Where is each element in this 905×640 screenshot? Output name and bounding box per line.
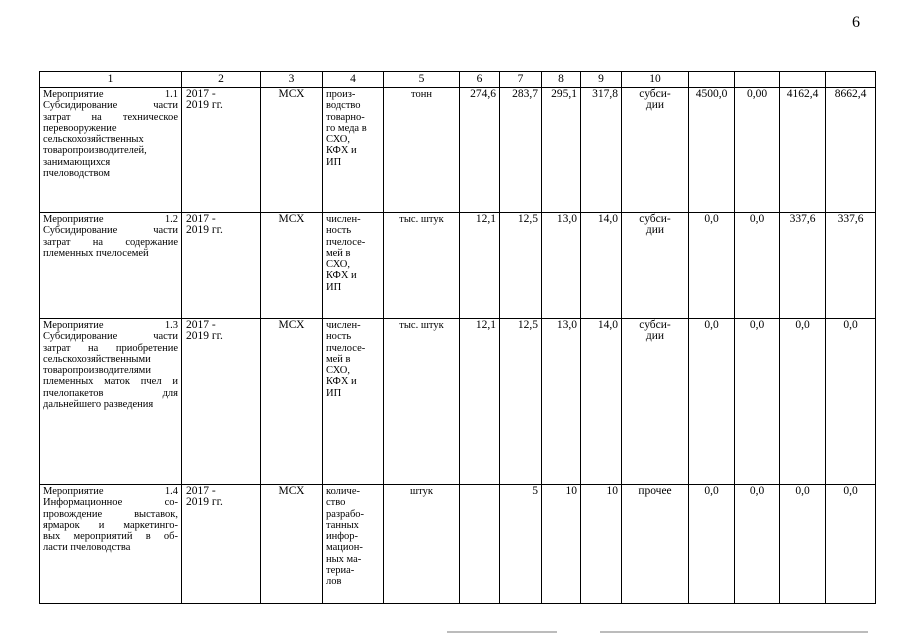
period-cell xyxy=(182,213,261,319)
header-cell: 9 xyxy=(581,72,622,88)
text-line: 2019 гг. xyxy=(186,330,223,343)
executor-cell: МСХ xyxy=(261,319,323,485)
source-cell xyxy=(622,319,689,485)
value-cell: 10 xyxy=(542,485,581,604)
funding-cell: 0,0 xyxy=(735,319,780,485)
text-line: мацион- xyxy=(326,542,363,554)
text-line: Информационное со- xyxy=(43,497,178,509)
header-cell: 8 xyxy=(542,72,581,88)
text-line: ность xyxy=(326,225,352,237)
text-line: затрат на приобретение xyxy=(43,342,178,354)
value-cell: 317,8 xyxy=(581,88,622,213)
text-line: ность xyxy=(326,331,352,343)
text-line: пчелопакетов для xyxy=(43,387,178,399)
value-cell xyxy=(460,485,500,604)
funding-cell: 0,0 xyxy=(826,485,876,604)
text-line: 2019 гг. xyxy=(186,496,223,509)
value-cell: 295,1 xyxy=(542,88,581,213)
text-line: занимающихся xyxy=(43,156,111,168)
text-line: товаропроизводителей, xyxy=(43,145,147,157)
text-line: КФХ и xyxy=(326,376,357,388)
text-line: вых мероприятий в об- xyxy=(43,531,178,543)
text-line: Мероприятие 1.1 xyxy=(43,89,178,100)
text-line: ИП xyxy=(326,156,342,168)
table-row xyxy=(40,485,876,604)
funding-cell: 0,0 xyxy=(780,485,826,604)
text-line: СХО, xyxy=(326,365,350,377)
text-line: инфор- xyxy=(326,531,359,543)
period-cell xyxy=(182,485,261,604)
text-line: числен- xyxy=(326,214,361,225)
funding-cell: 8662,4 xyxy=(826,88,876,213)
executor-cell: МСХ xyxy=(261,88,323,213)
measures-table xyxy=(39,71,876,604)
header-cell: 10 xyxy=(622,72,689,88)
text-line: 2017 - xyxy=(186,213,216,225)
measure-cell xyxy=(40,319,182,485)
value-cell: 10 xyxy=(581,485,622,604)
text-line: товарно- xyxy=(326,111,365,123)
header-cell xyxy=(826,72,876,88)
text-line: племенных пчелосемей xyxy=(43,247,149,259)
text-line: Мероприятие 1.3 xyxy=(43,320,178,331)
table-row xyxy=(40,213,876,319)
funding-cell: 0,0 xyxy=(689,319,735,485)
period-cell xyxy=(182,88,261,213)
text-line: Субсидирование части xyxy=(43,331,178,343)
text-line: водство xyxy=(326,100,361,112)
text-line: Мероприятие 1.2 xyxy=(43,214,178,225)
text-line: го меда в xyxy=(326,122,367,134)
value-cell: 13,0 xyxy=(542,213,581,319)
indicator-cell xyxy=(323,485,384,604)
text-line: субси- xyxy=(639,213,671,225)
text-line: 2017 - xyxy=(186,485,216,497)
text-line: ИП xyxy=(326,387,342,399)
scan-artifact xyxy=(447,631,557,633)
header-cell: 6 xyxy=(460,72,500,88)
header-cell: 3 xyxy=(261,72,323,88)
measure-cell xyxy=(40,88,182,213)
unit-cell: тыс. штук xyxy=(384,319,460,485)
executor-cell: МСХ xyxy=(261,485,323,604)
header-cell: 7 xyxy=(500,72,542,88)
text-line: пчеловодством xyxy=(43,168,111,180)
text-line: мей в xyxy=(326,353,351,365)
text-line: количе- xyxy=(326,486,360,497)
table-row xyxy=(40,88,876,213)
scan-artifact xyxy=(600,631,868,633)
funding-cell: 4162,4 xyxy=(780,88,826,213)
text-line: дии xyxy=(645,330,665,343)
text-line: племенных маток пчел и xyxy=(43,376,178,388)
text-line: 2017 - xyxy=(186,319,216,331)
period-cell xyxy=(182,319,261,485)
unit-cell: тыс. штук xyxy=(384,213,460,319)
funding-cell: 0,0 xyxy=(826,319,876,485)
funding-cell: 0,0 xyxy=(689,485,735,604)
header-cell xyxy=(735,72,780,88)
source-cell xyxy=(622,485,689,604)
header-row xyxy=(40,72,876,88)
indicator-cell xyxy=(323,88,384,213)
text-line: произ- xyxy=(326,89,356,100)
header-cell: 1 xyxy=(40,72,182,88)
executor-cell: МСХ xyxy=(261,213,323,319)
header-cell: 4 xyxy=(323,72,384,88)
text-line: сельскохозяйственных xyxy=(43,134,144,146)
text-line: пчелосе- xyxy=(326,342,366,354)
header-cell xyxy=(780,72,826,88)
value-cell: 5 xyxy=(500,485,542,604)
text-line: субси- xyxy=(639,319,671,331)
text-line: мей в xyxy=(326,247,351,259)
text-line: Мероприятие 1.4 xyxy=(43,486,178,497)
funding-cell: 0,0 xyxy=(735,485,780,604)
funding-cell: 0,0 xyxy=(735,213,780,319)
value-cell: 12,1 xyxy=(460,319,500,485)
text-line: СХО, xyxy=(326,134,350,146)
value-cell: 283,7 xyxy=(500,88,542,213)
source-cell xyxy=(622,88,689,213)
value-cell: 14,0 xyxy=(581,319,622,485)
header-cell: 2 xyxy=(182,72,261,88)
text-line: числен- xyxy=(326,320,361,331)
funding-cell: 0,0 xyxy=(689,213,735,319)
value-cell: 12,1 xyxy=(460,213,500,319)
value-cell: 274,6 xyxy=(460,88,500,213)
value-cell: 12,5 xyxy=(500,319,542,485)
text-line: 2017 - xyxy=(186,88,216,100)
funding-cell: 0,00 xyxy=(735,88,780,213)
text-line: прочее xyxy=(638,485,672,497)
text-line: КФХ и xyxy=(326,270,357,282)
funding-cell: 337,6 xyxy=(780,213,826,319)
text-line: ство xyxy=(326,497,346,509)
text-line: 2019 гг. xyxy=(186,99,223,112)
text-line: затрат на содержание xyxy=(43,236,178,248)
text-line: териа- xyxy=(326,565,355,577)
text-line: Субсидирование части xyxy=(43,225,178,237)
text-line: ИП xyxy=(326,281,342,293)
text-line: разрабо- xyxy=(326,508,365,520)
text-line: дальнейшего разведения xyxy=(43,399,154,411)
text-line: субси- xyxy=(639,88,671,100)
unit-cell: тонн xyxy=(384,88,460,213)
text-line: сельскохозяйственными xyxy=(43,353,151,365)
value-cell: 13,0 xyxy=(542,319,581,485)
header-cell xyxy=(689,72,735,88)
table-row xyxy=(40,319,876,485)
text-line: провождение выставок, xyxy=(43,508,178,520)
indicator-cell xyxy=(323,319,384,485)
unit-cell: штук xyxy=(384,485,460,604)
measure-cell xyxy=(40,485,182,604)
text-line: пчелосе- xyxy=(326,236,366,248)
header-cell: 5 xyxy=(384,72,460,88)
source-cell xyxy=(622,213,689,319)
text-line: ласти пчеловодства xyxy=(43,542,131,554)
text-line: ных ма- xyxy=(326,553,362,565)
measure-cell xyxy=(40,213,182,319)
text-line: товаропроизводителями xyxy=(43,365,151,377)
text-line: СХО, xyxy=(326,259,350,271)
text-line: КФХ и xyxy=(326,145,357,157)
text-line: Субсидирование части xyxy=(43,100,178,112)
text-line: дии xyxy=(645,99,665,112)
funding-cell: 4500,0 xyxy=(689,88,735,213)
text-line: ярмарок и маркетинго- xyxy=(43,519,178,531)
text-line: затрат на техническое xyxy=(43,111,178,123)
value-cell: 12,5 xyxy=(500,213,542,319)
text-line: дии xyxy=(645,224,665,237)
text-line: танных xyxy=(326,519,359,531)
indicator-cell xyxy=(323,213,384,319)
text-line: 2019 гг. xyxy=(186,224,223,237)
funding-cell: 0,0 xyxy=(780,319,826,485)
text-line: лов xyxy=(326,576,342,588)
funding-cell: 337,6 xyxy=(826,213,876,319)
value-cell: 14,0 xyxy=(581,213,622,319)
text-line: перевооружение xyxy=(43,122,117,134)
page-number: 6 xyxy=(852,14,860,31)
